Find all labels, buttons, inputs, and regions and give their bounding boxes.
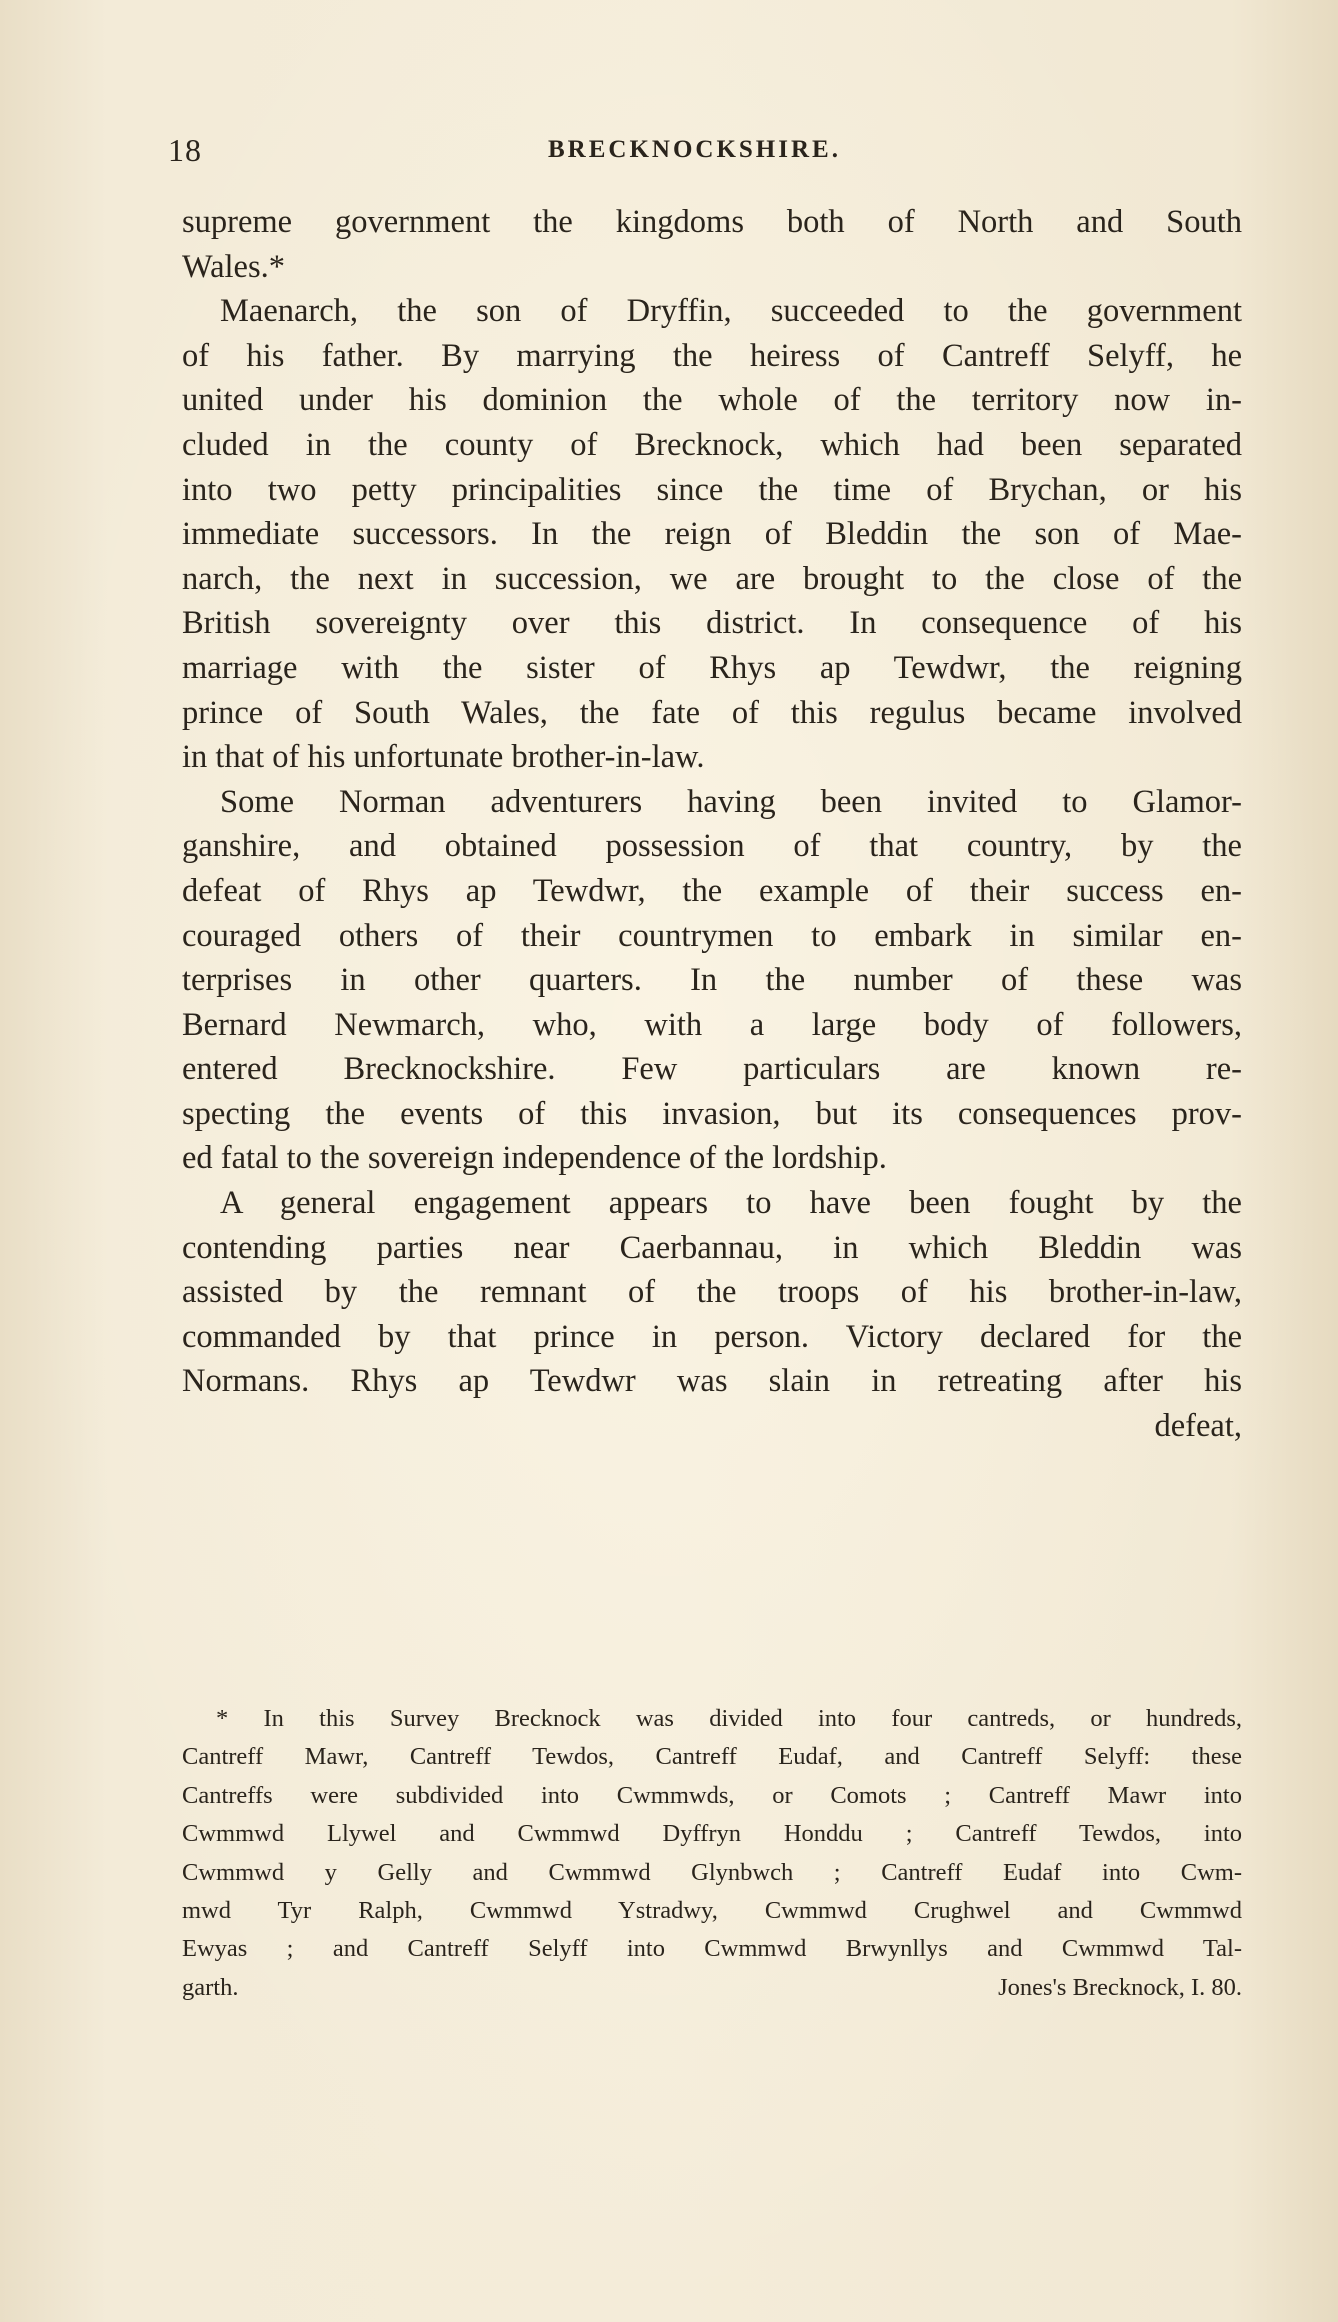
text-line: assisted by the remnant of the troops of his brother-in-law, [182,1274,1242,1311]
text-line: Wales.* [182,248,285,285]
text-line: Maenarch, the son of Dryffin, succeeded to the government [220,293,1242,330]
text-line: prince of South Wales, the fate of this regulus became involved [182,694,1242,731]
page-number: 18 [168,132,202,168]
text-line: Bernard Newmarch, who, with a large body of followers, [182,1006,1242,1043]
footnote-line: mwd Tyr Ralph, Cwmmwd Ystradwy, Cwmmwd Crughwel and Cwmmwd [182,1896,1242,1924]
text-line: cluded in the county of Brecknock, which had been separated [182,426,1242,463]
text-line: defeat of Rhys ap Tewdwr, the example of their success en- [182,872,1242,909]
footnote-line: garth. [182,1973,239,2001]
text-line: British sovereignty over this district. In consequence of his [182,605,1242,642]
footnote-citation: Jones's Brecknock, I. 80. [998,1973,1242,2001]
text-line: contending parties near Caerbannau, in which Bleddin was [182,1229,1242,1266]
footnote-line: Cantreffs were subdivided into Cwmmwds, or Comots ; Cantreff Mawr into [182,1781,1242,1809]
text-line: Normans. Rhys ap Tewdwr was slain in retreating after his [182,1363,1242,1400]
catchword: defeat, [1154,1408,1242,1445]
text-line: couraged others of their countrymen to embark in similar en- [182,917,1242,954]
footnote-line: Cwmmwd y Gelly and Cwmmwd Glynbwch ; Cantreff Eudaf into Cwm- [182,1858,1242,1886]
text-line: A general engagement appears to have been fought by the [220,1185,1242,1222]
text-line: into two petty principalities since the time of Brychan, or his [182,471,1242,508]
text-line: immediate successors. In the reign of Bleddin the son of Mae- [182,516,1242,553]
footnote-line: Cantreff Mawr, Cantreff Tewdos, Cantreff Eudaf, and Cantreff Selyff: these [182,1743,1242,1771]
footnote-line: Cwmmwd Llywel and Cwmmwd Dyffryn Honddu ; Cantreff Tewdos, into [182,1820,1242,1848]
text-line: narch, the next in succession, we are brought to the close of the [182,560,1242,597]
text-line: marriage with the sister of Rhys ap Tewdwr, the reigning [182,649,1242,686]
text-line: entered Brecknockshire. Few particulars are known re- [182,1051,1242,1088]
text-line: Some Norman adventurers having been invited to Glamor- [220,783,1242,820]
text-line: of his father. By marrying the heiress of Cantreff Selyff, he [182,337,1242,374]
text-line: commanded by that prince in person. Victory declared for the [182,1318,1242,1355]
footnote [182,1700,1242,2007]
text-line: supreme government the kingdoms both of North and South [182,204,1242,240]
text-line: terprises in other quarters. In the number of these was [182,962,1242,999]
text-line: in that of his unfortunate brother-in-law. [182,739,705,776]
text-line: specting the events of this invasion, but its consequences prov- [182,1095,1242,1132]
text-line: ganshire, and obtained possession of that country, by the [182,828,1242,865]
body-text [182,200,1242,1449]
footnote-line: Ewyas ; and Cantreff Selyff into Cwmmwd Brwynllys and Cwmmwd Tal- [182,1935,1242,1963]
page-header [168,132,1248,172]
text-line: ed fatal to the sovereign independence of the lordship. [182,1140,887,1177]
running-head: BRECKNOCKSHIRE. [548,136,841,163]
footnote-last-line [182,1969,1242,2007]
footnote-line: * In this Survey Brecknock was divided into four cantreds, or hundreds, [216,1705,1242,1732]
text-line: united under his dominion the whole of the territory now in- [182,382,1242,419]
